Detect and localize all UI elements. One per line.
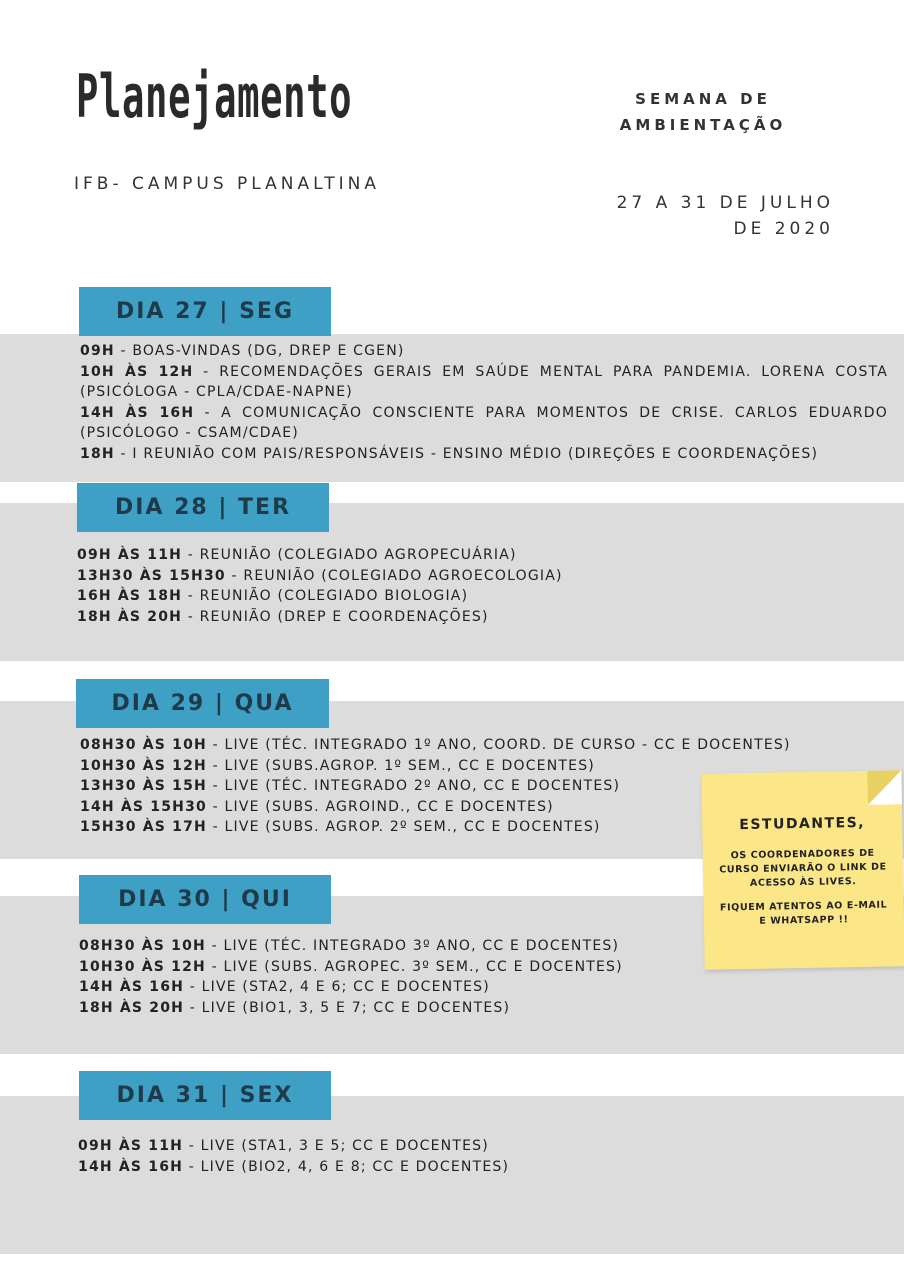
page-title: Planejamento	[76, 62, 353, 132]
date-range-line2: DE 2020	[733, 219, 834, 239]
note-line: OS COORDENADORES DE	[730, 847, 875, 862]
item-time: 18H ÀS 20H	[77, 608, 183, 625]
schedule-item	[77, 566, 837, 587]
item-time: 14H ÀS 16H	[80, 404, 195, 421]
item-text: - A COMUNICAÇÃO CONSCIENTE PARA MOMENTOS DE CRISE. CARLOS EDUARDO (PSICÓLOGO - CSAM/CDAE)	[80, 404, 888, 441]
item-text: - I REUNIÃO COM PAIS/RESPONSÁVEIS - ENSINO MÉDIO (DIREÇÕES E COORDENAÇÕES)	[114, 445, 819, 462]
item-text: - REUNIÃO (COLEGIADO AGROPECUÁRIA)	[182, 547, 517, 563]
note-fold-corner	[867, 770, 902, 805]
day-items-31	[78, 1136, 698, 1177]
campus-subtitle: IFB- CAMPUS PLANALTINA	[74, 174, 381, 194]
item-text: - RECOMENDAÇÕES GERAIS EM SAÚDE MENTAL PARA PANDEMIA. LORENA COSTA (PSICÓLOGA - CPLA/CDAE-NAPNE)	[80, 363, 888, 400]
item-time: 14H ÀS 16H	[78, 1158, 184, 1175]
item-time: 09H	[80, 343, 115, 359]
item-time: 16H ÀS 18H	[77, 588, 183, 604]
item-time: 08H30 ÀS 10H	[80, 737, 207, 753]
schedule-item	[79, 936, 699, 957]
week-label-line1: SEMANA DE	[635, 90, 771, 108]
item-time: 09H ÀS 11H	[78, 1138, 184, 1154]
schedule-item	[80, 735, 840, 756]
schedule-item	[79, 998, 699, 1019]
schedule-item	[80, 341, 888, 362]
item-text: - LIVE (STA1, 3 E 5; CC E DOCENTES)	[183, 1138, 489, 1154]
week-label	[598, 86, 808, 138]
note-line: E WHATSAPP !!	[759, 914, 849, 927]
item-text: - LIVE (BIO2, 4, 6 E 8; CC E DOCENTES)	[183, 1158, 510, 1175]
day-items-30	[79, 936, 699, 1018]
item-time: 18H	[80, 445, 115, 462]
schedule-item	[77, 607, 837, 628]
item-time: 08H30 ÀS 10H	[79, 938, 206, 954]
schedule-item	[77, 586, 837, 607]
item-text: - BOAS-VINDAS (DG, DREP E CGEN)	[114, 343, 405, 359]
note-line: FIQUEM ATENTOS AO E-MAIL	[719, 899, 888, 914]
schedule-item	[79, 957, 699, 978]
item-time: 18H ÀS 20H	[79, 999, 185, 1016]
schedule-item	[77, 545, 837, 566]
note-line: CURSO ENVIARÃO O LINK DE	[719, 861, 887, 876]
item-time: 13H30 ÀS 15H	[80, 778, 207, 794]
schedule-item	[78, 1136, 698, 1157]
item-time: 09H ÀS 11H	[77, 547, 183, 563]
item-text: - LIVE (TÉC. INTEGRADO 3º ANO, CC E DOCENTES)	[205, 938, 620, 954]
note-line: ACESSO ÀS LIVES.	[749, 876, 857, 889]
item-text: - LIVE (TÉC. INTEGRADO 1º ANO, COORD. DE CURSO - CC E DOCENTES)	[206, 737, 791, 753]
item-text: - REUNIÃO (COLEGIADO BIOLOGIA)	[182, 588, 469, 604]
day-header-28: DIA 28 | TER	[77, 483, 329, 532]
schedule-item	[80, 362, 888, 403]
day-header-29: DIA 29 | QUA	[76, 679, 329, 728]
item-text: - LIVE (SUBS.AGROP. 1º SEM., CC E DOCENTES)	[206, 757, 595, 774]
schedule-item	[80, 403, 888, 444]
item-time: 10H ÀS 12H	[80, 363, 194, 380]
item-text: - LIVE (SUBS. AGROPEC. 3º SEM., CC E DOCENTES)	[205, 958, 623, 975]
item-time: 15H30 ÀS 17H	[80, 819, 207, 835]
week-label-line2: AMBIENTAÇÃO	[619, 116, 787, 134]
schedule-item	[79, 977, 699, 998]
day-header-27: DIA 27 | SEG	[79, 287, 331, 336]
item-time: 10H30 ÀS 12H	[79, 958, 206, 975]
item-text: - LIVE (SUBS. AGROP. 2º SEM., CC E DOCENTES)	[206, 819, 601, 835]
item-time: 10H30 ÀS 12H	[80, 757, 207, 774]
item-text: - LIVE (BIO1, 3, 5 E 7; CC E DOCENTES)	[184, 999, 511, 1016]
item-time: 14H ÀS 16H	[79, 979, 185, 995]
day-items-27	[80, 341, 888, 464]
sticky-note	[701, 770, 904, 969]
item-text: - LIVE (STA2, 4 E 6; CC E DOCENTES)	[184, 979, 490, 995]
day-header-30: DIA 30 | QUI	[79, 875, 331, 924]
item-time: 13H30 ÀS 15H30	[77, 567, 226, 584]
note-title: ESTUDANTES,	[739, 814, 866, 834]
item-text: - LIVE (TÉC. INTEGRADO 2º ANO, CC E DOCENTES)	[206, 778, 621, 794]
date-range	[574, 190, 834, 242]
day-header-31: DIA 31 | SEX	[79, 1071, 331, 1120]
day-items-28	[77, 545, 837, 627]
date-range-line1: 27 A 31 DE JULHO	[616, 193, 834, 213]
schedule-item	[80, 444, 888, 465]
item-time: 14H ÀS 15H30	[80, 798, 207, 815]
item-text: - REUNIÃO (COLEGIADO AGROECOLOGIA)	[225, 567, 563, 584]
schedule-item	[78, 1157, 698, 1178]
item-text: - REUNIÃO (DREP E COORDENAÇÕES)	[182, 608, 489, 625]
item-text: - LIVE (SUBS. AGROIND., CC E DOCENTES)	[206, 798, 554, 815]
